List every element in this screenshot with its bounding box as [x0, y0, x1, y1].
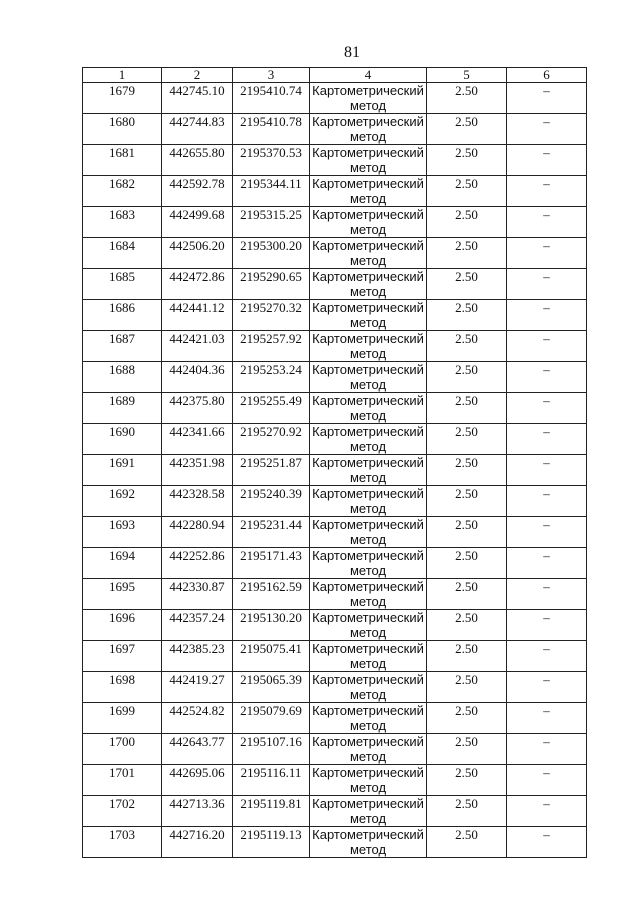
method-line-1: Картометрический	[312, 331, 424, 346]
coordinate-x-cell: 442280.94	[162, 517, 233, 548]
method-line-2: метод	[349, 160, 387, 175]
note-cell: –	[507, 424, 587, 455]
accuracy-cell: 2.50	[427, 827, 507, 858]
point-number-cell: 1688	[83, 362, 162, 393]
point-number-cell: 1683	[83, 207, 162, 238]
coordinate-y-cell: 2195251.87	[233, 455, 310, 486]
method-line-1: Картометрический	[312, 238, 424, 253]
table-row	[83, 796, 587, 827]
accuracy-cell: 2.50	[427, 703, 507, 734]
column-header: 1	[83, 68, 162, 83]
method-cell	[310, 83, 427, 114]
point-number-cell: 1682	[83, 176, 162, 207]
coordinate-y-cell: 2195290.65	[233, 269, 310, 300]
table-row	[83, 145, 587, 176]
method-line-1: Картометрический	[312, 486, 424, 501]
method-line-2: метод	[349, 594, 387, 609]
method-line-2: метод	[349, 377, 387, 392]
point-number-cell: 1679	[83, 83, 162, 114]
method-line-2: метод	[349, 129, 387, 144]
coordinate-x-cell: 442695.06	[162, 765, 233, 796]
note-cell: –	[507, 827, 587, 858]
column-header: 3	[233, 68, 310, 83]
accuracy-cell: 2.50	[427, 331, 507, 362]
coordinate-x-cell: 442351.98	[162, 455, 233, 486]
coordinate-y-cell: 2195410.78	[233, 114, 310, 145]
method-cell	[310, 207, 427, 238]
note-cell: –	[507, 207, 587, 238]
coordinate-x-cell: 442404.36	[162, 362, 233, 393]
method-line-2: метод	[349, 563, 387, 578]
coordinate-x-cell: 442744.83	[162, 114, 233, 145]
note-cell: –	[507, 734, 587, 765]
method-line-1: Картометрический	[312, 393, 424, 408]
note-cell: –	[507, 548, 587, 579]
coordinate-x-cell: 442643.77	[162, 734, 233, 765]
point-number-cell: 1695	[83, 579, 162, 610]
table-header	[83, 68, 587, 83]
accuracy-cell: 2.50	[427, 672, 507, 703]
method-line-2: метод	[349, 656, 387, 671]
accuracy-cell: 2.50	[427, 238, 507, 269]
coordinate-x-cell: 442357.24	[162, 610, 233, 641]
method-cell	[310, 796, 427, 827]
coordinate-y-cell: 2195240.39	[233, 486, 310, 517]
method-cell	[310, 176, 427, 207]
method-line-1: Картометрический	[312, 517, 424, 532]
column-header: 5	[427, 68, 507, 83]
point-number-cell: 1686	[83, 300, 162, 331]
note-cell: –	[507, 238, 587, 269]
point-number-cell: 1696	[83, 610, 162, 641]
coordinate-x-cell: 442655.80	[162, 145, 233, 176]
column-header: 4	[310, 68, 427, 83]
table-row	[83, 238, 587, 269]
coordinate-x-cell: 442506.20	[162, 238, 233, 269]
accuracy-cell: 2.50	[427, 641, 507, 672]
method-cell	[310, 765, 427, 796]
table-row	[83, 765, 587, 796]
method-line-1: Картометрический	[312, 765, 424, 780]
note-cell: –	[507, 331, 587, 362]
method-cell	[310, 579, 427, 610]
coordinate-x-cell: 442745.10	[162, 83, 233, 114]
coordinate-x-cell: 442375.80	[162, 393, 233, 424]
coordinate-y-cell: 2195410.74	[233, 83, 310, 114]
coordinate-y-cell: 2195130.20	[233, 610, 310, 641]
coordinate-y-cell: 2195119.13	[233, 827, 310, 858]
method-line-1: Картометрический	[312, 269, 424, 284]
accuracy-cell: 2.50	[427, 455, 507, 486]
point-number-cell: 1701	[83, 765, 162, 796]
method-line-1: Картометрический	[312, 641, 424, 656]
method-cell	[310, 827, 427, 858]
coordinate-x-cell: 442419.27	[162, 672, 233, 703]
table-row	[83, 393, 587, 424]
coordinate-y-cell: 2195315.25	[233, 207, 310, 238]
method-line-1: Картометрический	[312, 610, 424, 625]
note-cell: –	[507, 765, 587, 796]
coordinate-x-cell: 442421.03	[162, 331, 233, 362]
method-line-1: Картометрический	[312, 145, 424, 160]
table-row	[83, 517, 587, 548]
coordinate-x-cell: 442330.87	[162, 579, 233, 610]
method-line-2: метод	[349, 315, 387, 330]
coordinate-x-cell: 442385.23	[162, 641, 233, 672]
method-cell	[310, 517, 427, 548]
method-line-1: Картометрический	[312, 579, 424, 594]
point-number-cell: 1702	[83, 796, 162, 827]
method-line-1: Картометрический	[312, 672, 424, 687]
accuracy-cell: 2.50	[427, 145, 507, 176]
method-cell	[310, 269, 427, 300]
method-line-2: метод	[349, 687, 387, 702]
method-line-2: метод	[349, 253, 387, 268]
method-line-1: Картометрический	[312, 734, 424, 749]
point-number-cell: 1684	[83, 238, 162, 269]
method-cell	[310, 610, 427, 641]
coordinate-y-cell: 2195344.11	[233, 176, 310, 207]
note-cell: –	[507, 176, 587, 207]
coordinates-table	[82, 67, 587, 858]
coordinate-x-cell: 442716.20	[162, 827, 233, 858]
method-line-1: Картометрический	[312, 455, 424, 470]
table-row	[83, 207, 587, 238]
coordinate-y-cell: 2195116.11	[233, 765, 310, 796]
note-cell: –	[507, 579, 587, 610]
point-number-cell: 1685	[83, 269, 162, 300]
table-row	[83, 672, 587, 703]
point-number-cell: 1699	[83, 703, 162, 734]
method-line-1: Картометрический	[312, 176, 424, 191]
method-cell	[310, 672, 427, 703]
coordinate-y-cell: 2195171.43	[233, 548, 310, 579]
coordinate-y-cell: 2195257.92	[233, 331, 310, 362]
note-cell: –	[507, 796, 587, 827]
note-cell: –	[507, 641, 587, 672]
method-cell	[310, 331, 427, 362]
table-row	[83, 548, 587, 579]
coordinate-y-cell: 2195075.41	[233, 641, 310, 672]
method-line-2: метод	[349, 842, 387, 857]
method-cell	[310, 548, 427, 579]
accuracy-cell: 2.50	[427, 610, 507, 641]
method-line-2: метод	[349, 749, 387, 764]
accuracy-cell: 2.50	[427, 796, 507, 827]
point-number-cell: 1691	[83, 455, 162, 486]
note-cell: –	[507, 672, 587, 703]
table-row	[83, 176, 587, 207]
note-cell: –	[507, 703, 587, 734]
header-row	[83, 68, 587, 83]
method-cell	[310, 641, 427, 672]
method-line-2: метод	[349, 222, 387, 237]
point-number-cell: 1698	[83, 672, 162, 703]
method-cell	[310, 300, 427, 331]
accuracy-cell: 2.50	[427, 207, 507, 238]
table-row	[83, 455, 587, 486]
note-cell: –	[507, 114, 587, 145]
method-line-1: Картометрический	[312, 796, 424, 811]
accuracy-cell: 2.50	[427, 548, 507, 579]
column-header: 6	[507, 68, 587, 83]
coordinate-y-cell: 2195255.49	[233, 393, 310, 424]
coordinate-y-cell: 2195231.44	[233, 517, 310, 548]
method-line-2: метод	[349, 408, 387, 423]
coordinate-x-cell: 442341.66	[162, 424, 233, 455]
method-line-1: Картометрический	[312, 703, 424, 718]
coordinate-y-cell: 2195270.92	[233, 424, 310, 455]
table-row	[83, 703, 587, 734]
table-row	[83, 300, 587, 331]
method-line-2: метод	[349, 470, 387, 485]
method-line-1: Картометрический	[312, 424, 424, 439]
coordinate-y-cell: 2195107.16	[233, 734, 310, 765]
method-cell	[310, 703, 427, 734]
column-header: 2	[162, 68, 233, 83]
coordinate-y-cell: 2195162.59	[233, 579, 310, 610]
point-number-cell: 1692	[83, 486, 162, 517]
note-cell: –	[507, 145, 587, 176]
point-number-cell: 1694	[83, 548, 162, 579]
accuracy-cell: 2.50	[427, 114, 507, 145]
method-cell	[310, 362, 427, 393]
accuracy-cell: 2.50	[427, 765, 507, 796]
method-cell	[310, 486, 427, 517]
accuracy-cell: 2.50	[427, 300, 507, 331]
note-cell: –	[507, 517, 587, 548]
page-number: 81	[344, 44, 360, 61]
coordinate-x-cell: 442592.78	[162, 176, 233, 207]
method-line-1: Картометрический	[312, 300, 424, 315]
coordinate-x-cell: 442524.82	[162, 703, 233, 734]
table-row	[83, 269, 587, 300]
note-cell: –	[507, 83, 587, 114]
point-number-cell: 1697	[83, 641, 162, 672]
table-row	[83, 579, 587, 610]
accuracy-cell: 2.50	[427, 486, 507, 517]
accuracy-cell: 2.50	[427, 83, 507, 114]
coordinate-x-cell: 442499.68	[162, 207, 233, 238]
accuracy-cell: 2.50	[427, 362, 507, 393]
accuracy-cell: 2.50	[427, 424, 507, 455]
method-line-2: метод	[349, 346, 387, 361]
accuracy-cell: 2.50	[427, 393, 507, 424]
coordinate-y-cell: 2195119.81	[233, 796, 310, 827]
accuracy-cell: 2.50	[427, 579, 507, 610]
method-cell	[310, 238, 427, 269]
method-line-1: Картометрический	[312, 548, 424, 563]
coordinate-y-cell: 2195065.39	[233, 672, 310, 703]
note-cell: –	[507, 393, 587, 424]
point-number-cell: 1693	[83, 517, 162, 548]
note-cell: –	[507, 455, 587, 486]
accuracy-cell: 2.50	[427, 734, 507, 765]
coordinate-y-cell: 2195300.20	[233, 238, 310, 269]
table-row	[83, 641, 587, 672]
table-row	[83, 827, 587, 858]
method-cell	[310, 424, 427, 455]
point-number-cell: 1703	[83, 827, 162, 858]
table-row	[83, 734, 587, 765]
note-cell: –	[507, 486, 587, 517]
accuracy-cell: 2.50	[427, 517, 507, 548]
coordinate-x-cell: 442472.86	[162, 269, 233, 300]
coordinate-y-cell: 2195370.53	[233, 145, 310, 176]
method-line-2: метод	[349, 501, 387, 516]
point-number-cell: 1687	[83, 331, 162, 362]
method-line-2: метод	[349, 811, 387, 826]
table-row	[83, 331, 587, 362]
method-line-2: метод	[349, 780, 387, 795]
method-line-2: метод	[349, 191, 387, 206]
method-cell	[310, 114, 427, 145]
table-row	[83, 83, 587, 114]
coordinate-x-cell: 442441.12	[162, 300, 233, 331]
note-cell: –	[507, 362, 587, 393]
method-cell	[310, 393, 427, 424]
method-line-1: Картометрический	[312, 827, 424, 842]
coordinate-x-cell: 442713.36	[162, 796, 233, 827]
method-line-2: метод	[349, 98, 387, 113]
method-cell	[310, 455, 427, 486]
point-number-cell: 1680	[83, 114, 162, 145]
coordinate-y-cell: 2195253.24	[233, 362, 310, 393]
coordinate-x-cell: 442328.58	[162, 486, 233, 517]
method-line-2: метод	[349, 625, 387, 640]
method-line-2: метод	[349, 439, 387, 454]
coordinate-y-cell: 2195079.69	[233, 703, 310, 734]
table-row	[83, 424, 587, 455]
method-line-2: метод	[349, 532, 387, 547]
point-number-cell: 1700	[83, 734, 162, 765]
note-cell: –	[507, 300, 587, 331]
accuracy-cell: 2.50	[427, 269, 507, 300]
table-row	[83, 362, 587, 393]
method-cell	[310, 734, 427, 765]
coordinate-x-cell: 442252.86	[162, 548, 233, 579]
method-line-1: Картометрический	[312, 83, 424, 98]
method-line-1: Картометрический	[312, 114, 424, 129]
table-row	[83, 114, 587, 145]
table-row	[83, 610, 587, 641]
note-cell: –	[507, 269, 587, 300]
method-line-1: Картометрический	[312, 362, 424, 377]
table-row	[83, 486, 587, 517]
table-body	[83, 83, 587, 858]
point-number-cell: 1690	[83, 424, 162, 455]
coordinate-y-cell: 2195270.32	[233, 300, 310, 331]
point-number-cell: 1681	[83, 145, 162, 176]
method-cell	[310, 145, 427, 176]
method-line-2: метод	[349, 718, 387, 733]
accuracy-cell: 2.50	[427, 176, 507, 207]
note-cell: –	[507, 610, 587, 641]
method-line-2: метод	[349, 284, 387, 299]
point-number-cell: 1689	[83, 393, 162, 424]
method-line-1: Картометрический	[312, 207, 424, 222]
